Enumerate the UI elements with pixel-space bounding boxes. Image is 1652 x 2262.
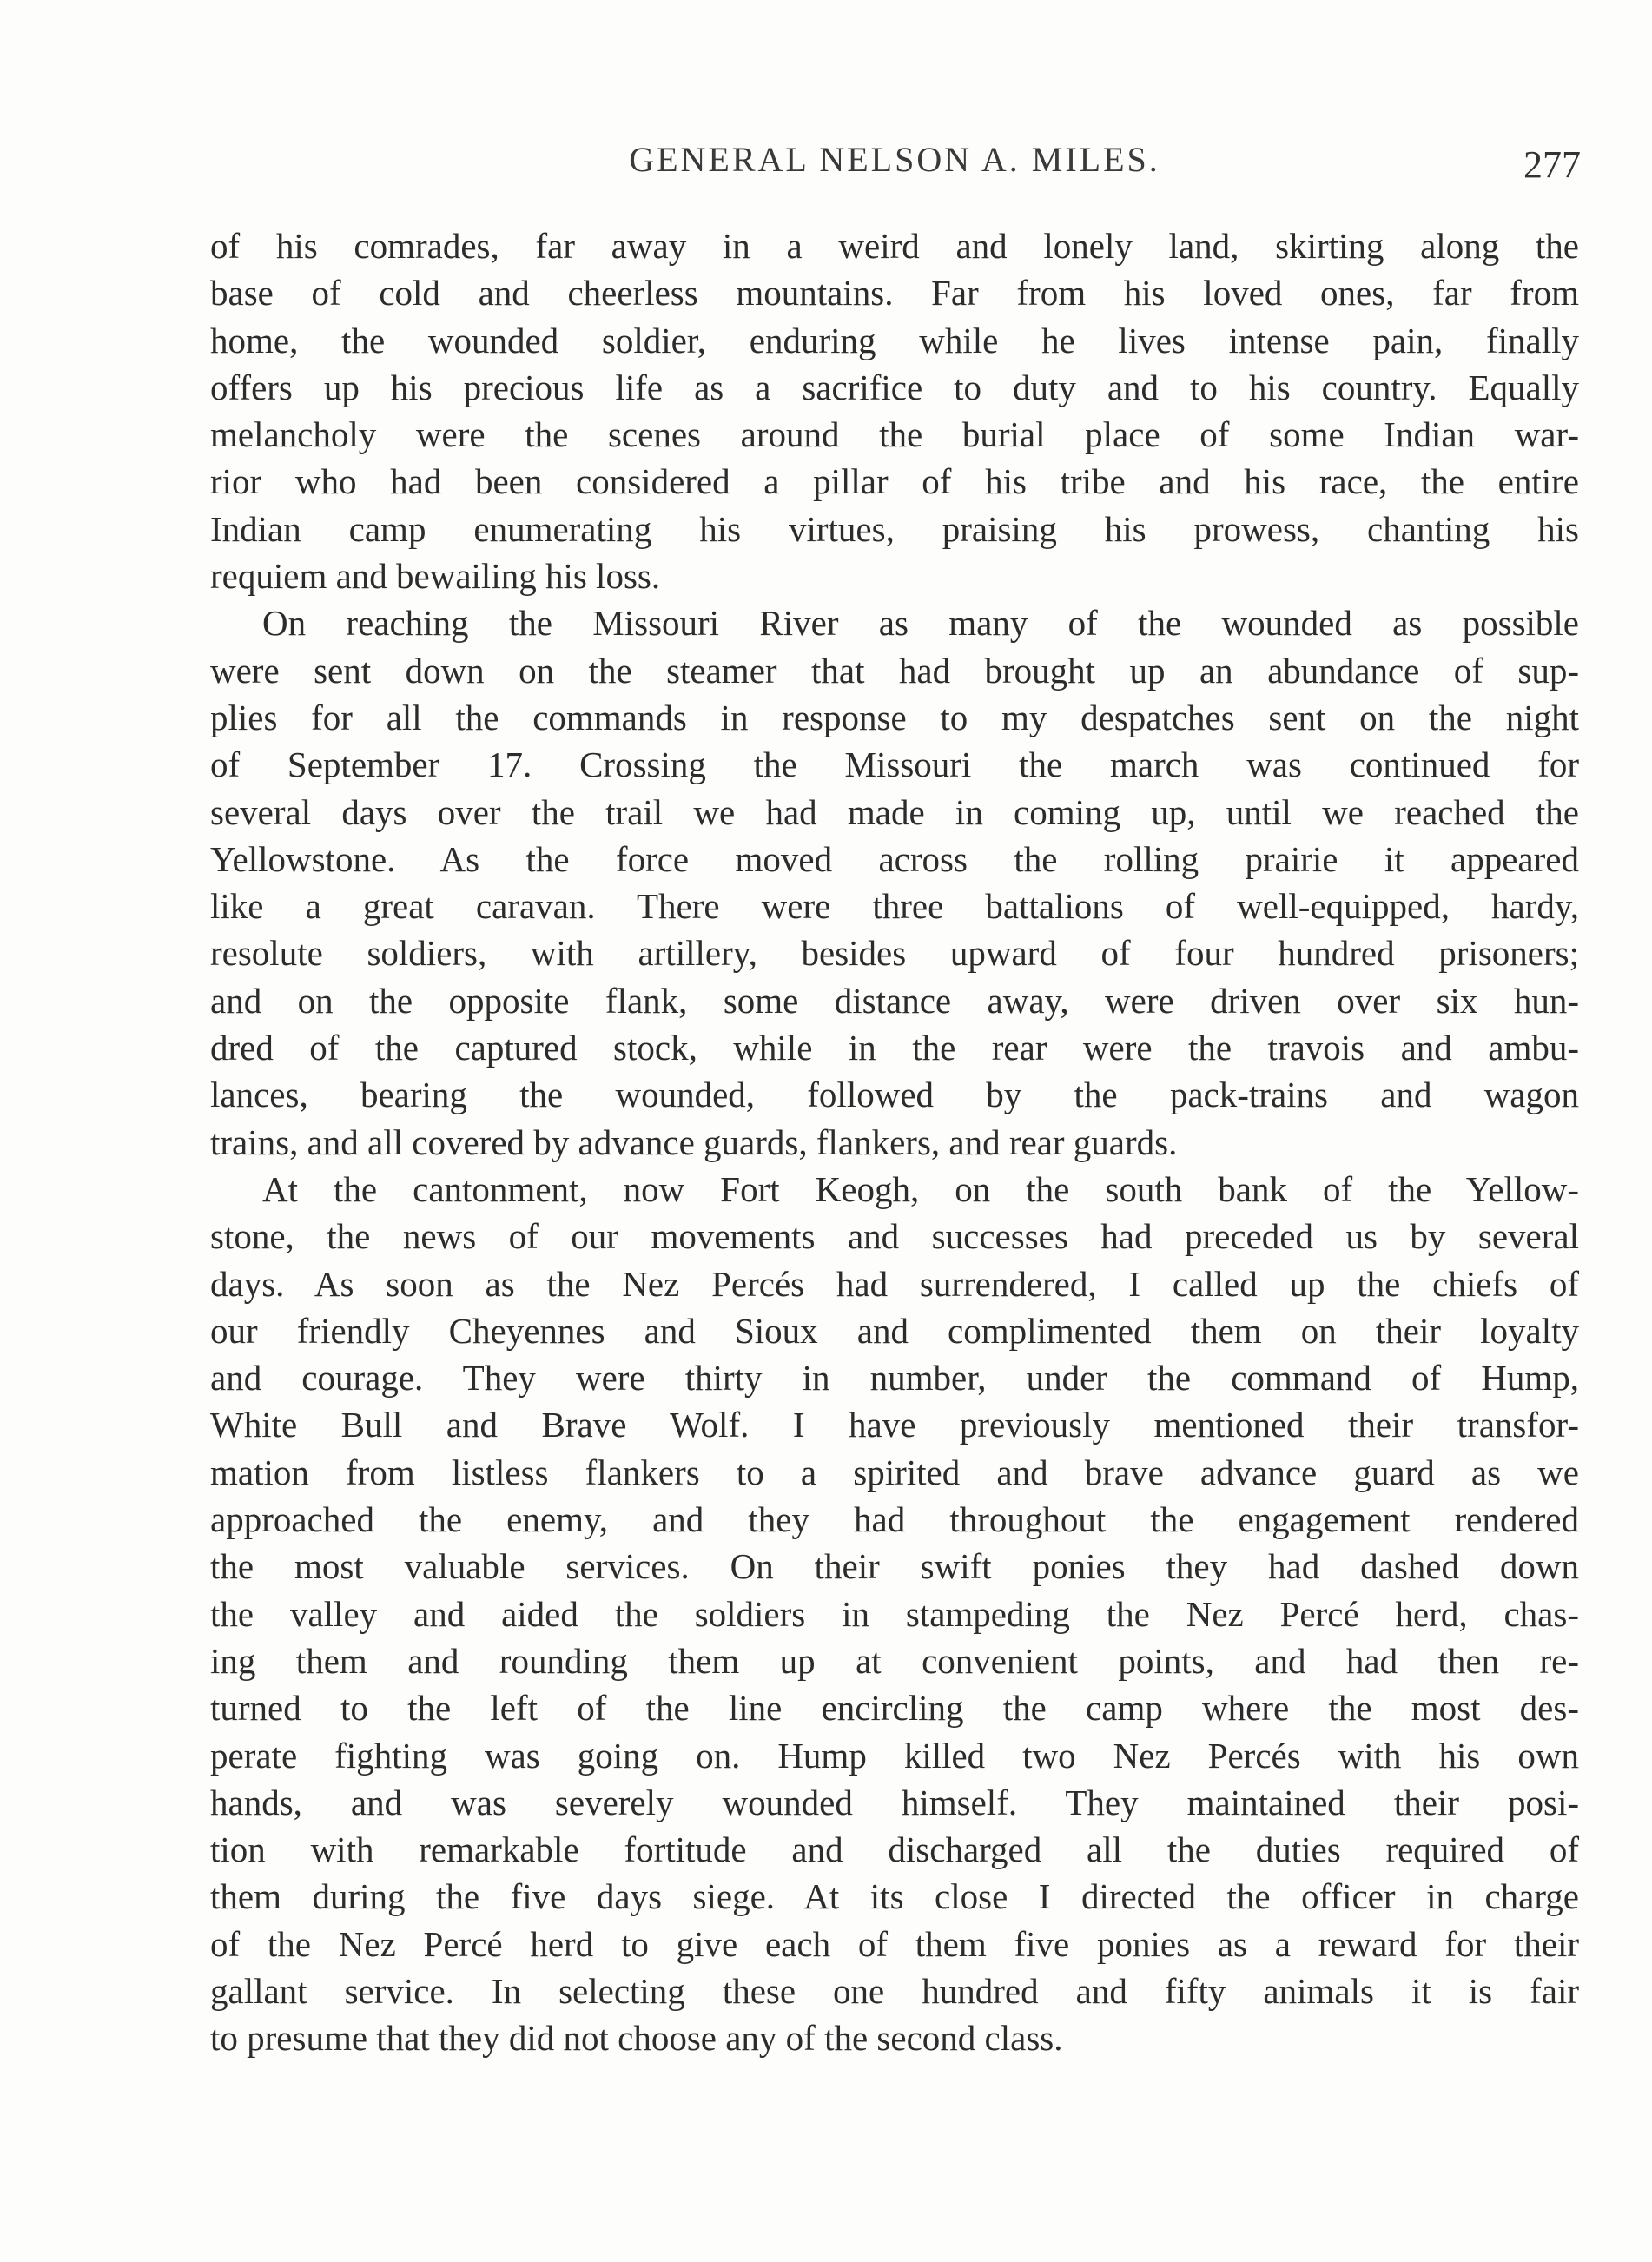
text-line: stone, the news of our movements and successes had preceded us by several [210, 1216, 1579, 1257]
text-line: several days over the trail we had made in coming up, until we reached the [210, 791, 1579, 832]
text-line: rior who had been considered a pillar of his tribe and his race, the entire [210, 461, 1579, 502]
paragraph-2 [210, 599, 1579, 1166]
text-line: requiem and bewailing his loss. [210, 556, 661, 597]
paragraph-3 [210, 1166, 1579, 2062]
text-line: ing them and rounding them up at convenient points, and had then re- [210, 1640, 1579, 1681]
text-line: perate fighting was going on. Hump killed two Nez Percés with his own [210, 1735, 1579, 1776]
text-line: offers up his precious life as a sacrifice to duty and to his country. Equally [210, 367, 1579, 407]
text-line: tion with remarkable fortitude and discharged all the duties required of [210, 1829, 1579, 1870]
text-line: gallant service. In selecting these one hundred and fifty animals it is fair [210, 1970, 1579, 2011]
text-line: like a great caravan. There were three battalions of well-equipped, hardy, [210, 886, 1579, 927]
text-line: our friendly Cheyennes and Sioux and complimented them on their loyalty [210, 1310, 1579, 1351]
text-line: approached the enemy, and they had throughout the engagement rendered [210, 1499, 1579, 1540]
body-text [210, 222, 1579, 2062]
running-head [208, 139, 1581, 191]
text-line: turned to the left of the line encircling the camp where the most des- [210, 1688, 1579, 1729]
text-line: the valley and aided the soldiers in stampeding the Nez Percé herd, chas- [210, 1593, 1579, 1634]
text-line: trains, and all covered by advance guards, flankers, and rear guards. [210, 1121, 1178, 1162]
text-line: At the cantonment, now Fort Keogh, on the south bank of the Yellow- [262, 1168, 1579, 1209]
text-line: and courage. They were thirty in number, under the command of Hump, [210, 1358, 1579, 1399]
text-line: lances, bearing the wounded, followed by the pack-trains and wagon [210, 1075, 1579, 1115]
text-line: were sent down on the steamer that had brought up an abundance of sup- [210, 650, 1579, 691]
text-line: the most valuable services. On their swift ponies they had dashed down [210, 1546, 1579, 1587]
text-line: of September 17. Crossing the Missouri the march was continued for [210, 744, 1579, 785]
text-line: them during the five days siege. At its close I directed the officer in charge [210, 1876, 1579, 1917]
running-title: GENERAL NELSON A. MILES. [629, 140, 1160, 179]
text-line: and on the opposite flank, some distance away, were driven over six hun- [210, 980, 1579, 1021]
text-line: to presume that they did not choose any of the second class. [210, 2018, 1063, 2059]
text-line: Yellowstone. As the force moved across the rolling prairie it appeared [210, 838, 1579, 879]
paragraph-1 [210, 222, 1579, 599]
text-line: Indian camp enumerating his virtues, praising his prowess, chanting his [210, 508, 1579, 549]
text-line: plies for all the commands in response to my despatches sent on the night [210, 697, 1579, 737]
text-line: of his comrades, far away in a weird and lonely land, skirting along the [210, 226, 1579, 266]
text-line: melancholy were the scenes around the burial place of some Indian war- [210, 414, 1579, 455]
text-line: On reaching the Missouri River as many of the wounded as possible [262, 603, 1579, 644]
page-number: 277 [1523, 143, 1581, 186]
text-line: mation from listless flankers to a spirited and brave advance guard as we [210, 1452, 1579, 1492]
text-line: resolute soldiers, with artillery, besides upward of four hundred prisoners; [210, 933, 1579, 974]
text-line: days. As soon as the Nez Percés had surrendered, I called up the chiefs of [210, 1263, 1579, 1304]
text-line: home, the wounded soldier, enduring while he lives intense pain, finally [210, 320, 1579, 360]
text-line: White Bull and Brave Wolf. I have previously mentioned their transfor- [210, 1405, 1579, 1445]
text-line: hands, and was severely wounded himself. They maintained their posi- [210, 1782, 1579, 1822]
text-line: dred of the captured stock, while in the rear were the travois and ambu- [210, 1028, 1579, 1068]
text-line: base of cold and cheerless mountains. Far from his loved ones, far from [210, 273, 1579, 314]
text-line: of the Nez Percé herd to give each of them five ponies as a reward for their [210, 1923, 1579, 1964]
